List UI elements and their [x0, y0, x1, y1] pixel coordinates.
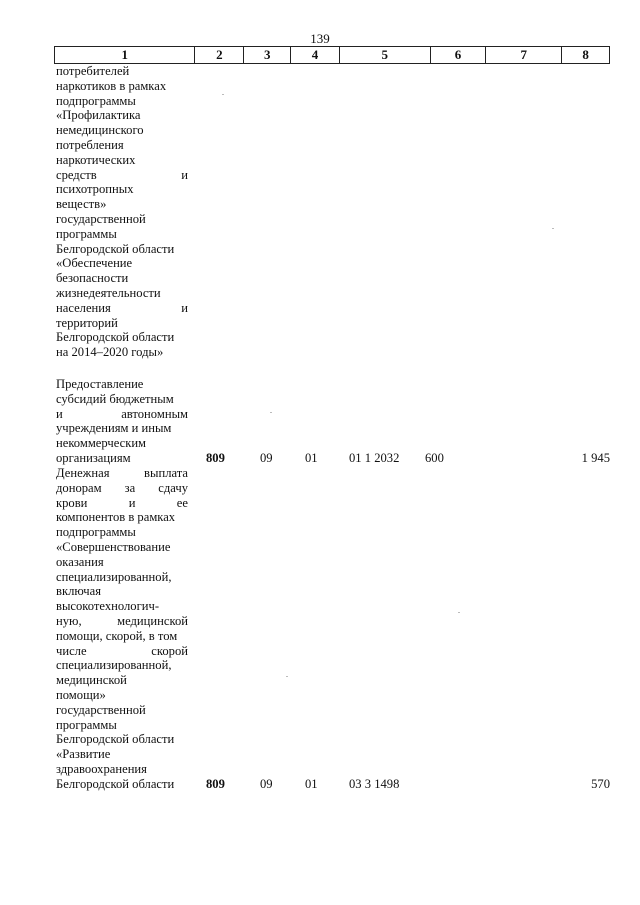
text-line: подпрограммы: [56, 93, 136, 108]
text-line: специализированной,: [56, 658, 172, 673]
text-line: донорам за сдачу: [56, 480, 188, 495]
text-line: Денежная выплата: [56, 466, 188, 480]
text-line: веществ»: [56, 197, 107, 212]
text-line: Предоставление: [56, 377, 144, 391]
text-line: здравоохранения: [56, 761, 147, 776]
header-col-7: 7: [485, 47, 561, 63]
text-line: Белгородской области: [56, 732, 175, 747]
scan-speck: [270, 412, 272, 413]
text-line: «Развитие: [56, 747, 111, 762]
row-3-col-5: 03 3 1498: [349, 777, 400, 791]
scan-speck: [222, 94, 224, 95]
text-line: безопасности: [56, 271, 129, 286]
text-line: и автономным: [56, 406, 188, 421]
row-3-col-4: 01: [305, 777, 318, 791]
header-col-6: 6: [430, 47, 486, 63]
block-2-description: [56, 377, 188, 466]
text-line: Белгородской области: [56, 776, 175, 791]
text-line: жизнедеятельности: [56, 285, 161, 300]
block-1-description: [56, 64, 188, 360]
text-line: включая: [56, 584, 101, 599]
text-line: помощи, скорой, в том: [56, 628, 178, 643]
text-line: крови и ее: [56, 495, 188, 510]
row-2-col-5: 01 1 2032: [349, 451, 400, 465]
header-col-8: 8: [561, 47, 609, 63]
text-line: Белгородской области: [56, 241, 175, 256]
table-header: [54, 46, 610, 64]
text-line: территорий: [56, 315, 118, 330]
header-col-1: 1: [121, 47, 128, 62]
text-line: наркотических: [56, 152, 136, 167]
text-line: специализированной,: [56, 569, 172, 584]
text-line: наркотиков в рамках: [56, 78, 167, 93]
text-line: потребления: [56, 137, 124, 152]
text-line: «Совершенствование: [56, 539, 171, 554]
row-3-col-2: 809: [206, 777, 225, 791]
text-line: числе скорой: [56, 643, 188, 658]
text-line: государственной: [56, 211, 146, 226]
text-line: «Обеспечение: [56, 256, 133, 271]
scan-speck: [552, 228, 554, 229]
scan-speck: [286, 676, 288, 677]
header-col-2: 2: [194, 47, 243, 63]
text-line: подпрограммы: [56, 525, 136, 540]
text-line: субсидий бюджетным: [56, 391, 174, 406]
block-3-description: [56, 466, 188, 792]
header-row: [54, 46, 610, 64]
row-2-col-6: 600: [425, 451, 444, 465]
text-line: некоммерческим: [56, 436, 147, 451]
text-line: психотропных: [56, 182, 134, 197]
text-line: программы: [56, 226, 117, 241]
text-line: помощи»: [56, 687, 106, 702]
row-2-col-4: 01: [305, 451, 318, 465]
text-line: потребителей: [56, 64, 130, 78]
text-line: «Профилактика: [56, 108, 141, 123]
scan-speck: [458, 612, 460, 613]
text-line: компонентов в рамках: [56, 510, 176, 525]
row-3-col-3: 09: [260, 777, 273, 791]
text-line: населения и: [56, 300, 188, 315]
text-line: оказания: [56, 554, 104, 569]
header-col-5: 5: [339, 47, 430, 63]
row-2-col-3: 09: [260, 451, 273, 465]
page-number: 139: [310, 31, 330, 46]
text-line: Белгородской области: [56, 330, 175, 345]
text-line: высокотехнологич-: [56, 599, 160, 614]
row-2-col-2: 809: [206, 451, 225, 465]
text-line: учреждениям и иным: [56, 421, 172, 436]
text-line: немедицинского: [56, 123, 144, 138]
text-line: государственной: [56, 702, 146, 717]
row-2-col-8: 1 945: [581, 451, 610, 465]
header-col-3: 3: [243, 47, 290, 63]
text-line: организациям: [56, 450, 131, 465]
text-line: на 2014–2020 годы»: [56, 345, 164, 360]
text-line: медицинской: [56, 673, 127, 688]
header-col-4: 4: [290, 47, 339, 63]
row-3-col-8: 570: [591, 777, 610, 791]
text-line: ную, медицинской: [56, 613, 188, 628]
text-line: средств и: [56, 167, 188, 182]
text-line: программы: [56, 717, 117, 732]
